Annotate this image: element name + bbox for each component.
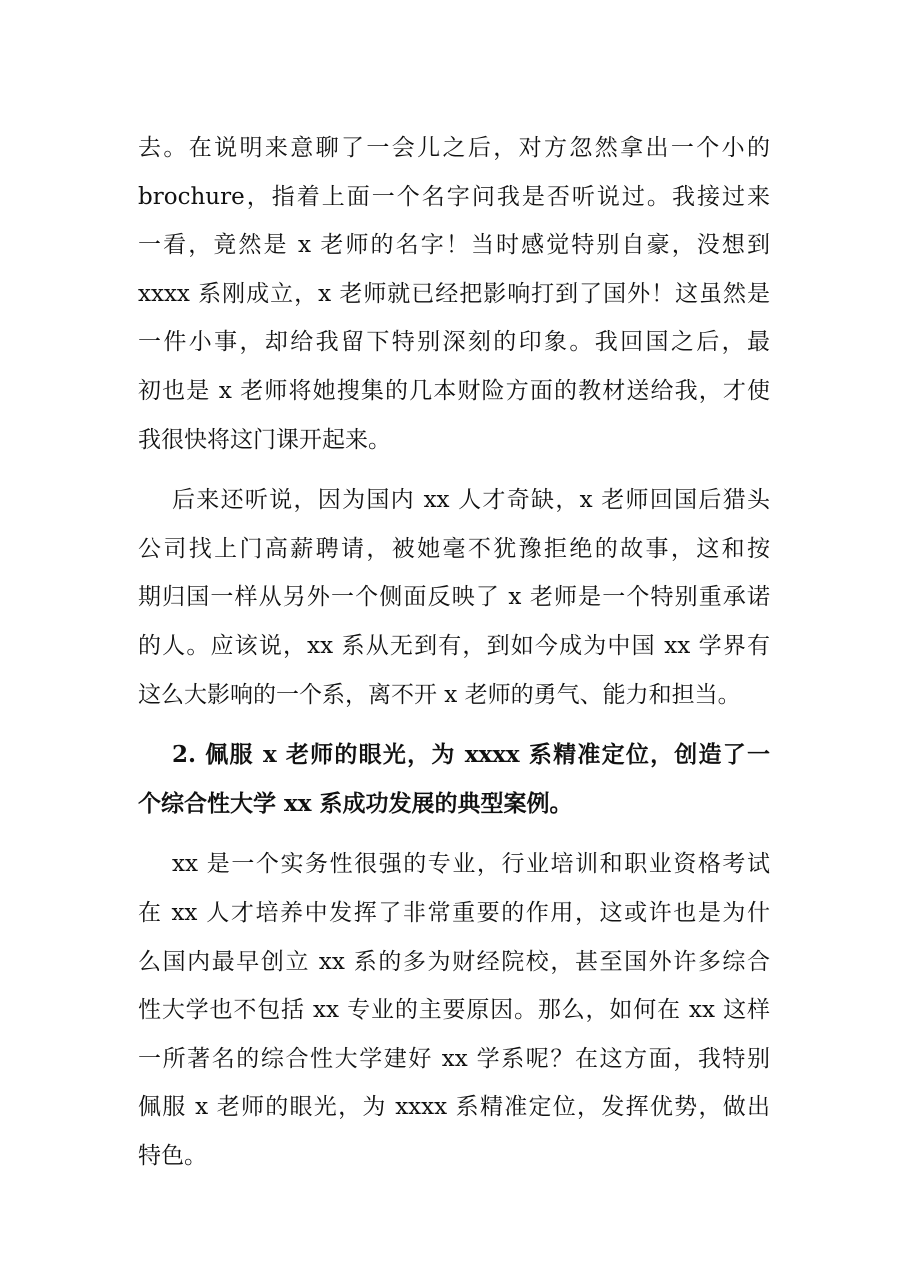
paragraph-line: 特色。 [138,1142,207,1169]
section-heading-2 [138,731,770,828]
paragraph-line: 我很快将这门课开起来。 [138,426,391,453]
paragraph-gap [138,719,770,731]
paragraph-gap [138,828,770,840]
paragraph-line: xxxx 系刚成立，x 老师就已经把影响打到了国外！这虽然是 [138,280,770,307]
paragraph-line: 公司找上门高薪聘请，被她毫不犹豫拒绝的故事，这和按 [138,535,770,562]
paragraph-line: 初也是 x 老师将她搜集的几本财险方面的教材送给我，才使 [138,377,770,404]
paragraph-line: 期归国一样从另外一个侧面反映了 x 老师是一个特别重承诺 [138,584,770,611]
paragraph-headhunter-story [138,476,770,719]
paragraph-positioning [138,840,770,1180]
paragraph-line: 一看，竟然是 x 老师的名字！当时感觉特别自豪，没想到 [138,232,770,259]
paragraph-line: brochure，指着上面一个名字问我是否听说过。我接过来 [138,183,770,210]
paragraph-line: 性大学也不包括 xx 专业的主要原因。那么，如何在 xx 这样 [138,997,770,1024]
heading-line: 个综合性大学 xx 系成功发展的典型案例。 [138,789,573,817]
paragraph-line: 这么大影响的一个系，离不开 x 老师的勇气、能力和担当。 [138,681,741,708]
paragraph-line: 去。在说明来意聊了一会儿之后，对方忽然拿出一个小的 [138,135,770,161]
paragraph-line: 一件小事，却给我留下特别深刻的印象。我回国之后，最 [138,329,770,356]
paragraph-continuation [138,124,770,464]
paragraph-gap [138,464,770,476]
heading-line: 2. 佩服 x 老师的眼光，为 xxxx 系精准定位，创造了一 [172,741,770,769]
paragraph-line: 佩服 x 老师的眼光，为 xxxx 系精准定位，发挥优势，做出 [138,1094,770,1121]
paragraph-line: 么国内最早创立 xx 系的多为财经院校，甚至国外许多综合 [138,948,770,975]
document-body [138,124,770,1180]
paragraph-line: 在 xx 人才培养中发挥了非常重要的作用，这或许也是为什 [138,899,770,926]
paragraph-line: 后来还听说，因为国内 xx 人才奇缺，x 老师回国后猎头 [172,487,770,514]
paragraph-line: xx 是一个实务性很强的专业，行业培训和职业资格考试 [172,851,770,878]
paragraph-line: 的人。应该说，xx 系从无到有，到如今成为中国 xx 学界有 [138,632,770,659]
paragraph-line: 一所著名的综合性大学建好 xx 学系呢？在这方面，我特别 [138,1045,770,1072]
